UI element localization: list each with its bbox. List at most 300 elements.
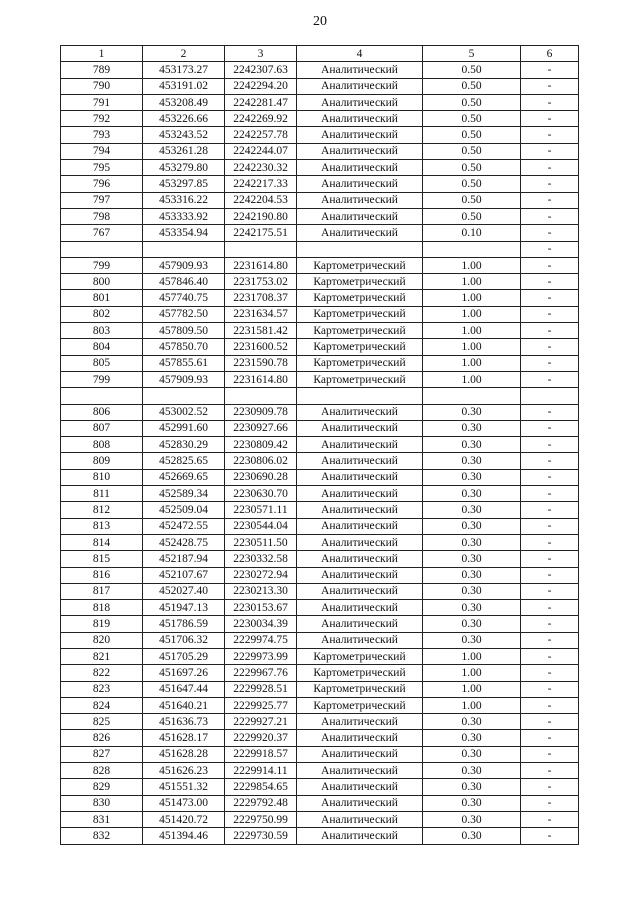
table-cell: 0.30 — [423, 714, 521, 730]
table-cell: Картометрический — [297, 355, 423, 371]
table-row — [61, 502, 579, 518]
table-cell: Аналитический — [297, 795, 423, 811]
table-row — [61, 469, 579, 485]
table-cell: 0.10 — [423, 225, 521, 241]
table-cell: Аналитический — [297, 176, 423, 192]
table-cell: 451647.44 — [143, 681, 225, 697]
table-cell: 2231600.52 — [225, 339, 297, 355]
table-cell: 453243.52 — [143, 127, 225, 143]
table-cell: 457782.50 — [143, 306, 225, 322]
table-row — [61, 746, 579, 762]
table-cell: 814 — [61, 534, 143, 550]
table-cell: - — [521, 697, 579, 713]
table-cell: 453002.52 — [143, 404, 225, 420]
table-cell: 0.50 — [423, 208, 521, 224]
table-cell: 0.30 — [423, 404, 521, 420]
table-cell: 452669.65 — [143, 469, 225, 485]
table-cell: 1.00 — [423, 274, 521, 290]
column-header: 1 — [61, 46, 143, 62]
table-cell: 793 — [61, 127, 143, 143]
table-row — [61, 257, 579, 273]
table-cell: 0.50 — [423, 143, 521, 159]
table-cell: 790 — [61, 78, 143, 94]
table-cell: 453208.49 — [143, 94, 225, 110]
table-cell: 0.30 — [423, 828, 521, 844]
table-cell: 802 — [61, 306, 143, 322]
table-cell: 2231634.57 — [225, 306, 297, 322]
table-cell: 0.30 — [423, 502, 521, 518]
table-cell: 827 — [61, 746, 143, 762]
table-cell: Картометрический — [297, 257, 423, 273]
table-cell: 2242190.80 — [225, 208, 297, 224]
table-cell: 0.30 — [423, 469, 521, 485]
table-cell: Аналитический — [297, 502, 423, 518]
table-cell: Аналитический — [297, 208, 423, 224]
table-cell: - — [521, 616, 579, 632]
table-cell: 2229974.75 — [225, 632, 297, 648]
table-row — [61, 78, 579, 94]
table-cell: Картометрический — [297, 323, 423, 339]
column-header: 5 — [423, 46, 521, 62]
table-cell: 2242269.92 — [225, 111, 297, 127]
table-cell: 1.00 — [423, 648, 521, 664]
table-cell: - — [521, 648, 579, 664]
table-cell: Аналитический — [297, 420, 423, 436]
table-cell — [521, 388, 579, 404]
table-cell: Аналитический — [297, 779, 423, 795]
table-cell: 453279.80 — [143, 160, 225, 176]
table-cell: 2231590.78 — [225, 355, 297, 371]
table-cell: - — [521, 420, 579, 436]
table-cell: 452428.75 — [143, 534, 225, 550]
table-cell: 452589.34 — [143, 486, 225, 502]
table-cell: 803 — [61, 323, 143, 339]
table-cell: 2242307.63 — [225, 62, 297, 78]
table-row — [61, 404, 579, 420]
table-cell: 818 — [61, 600, 143, 616]
table-cell: 457809.50 — [143, 323, 225, 339]
table-cell: 2231614.80 — [225, 371, 297, 387]
table-cell: Аналитический — [297, 828, 423, 844]
table-cell: 0.30 — [423, 486, 521, 502]
table-cell: 451628.17 — [143, 730, 225, 746]
table-cell: 816 — [61, 567, 143, 583]
table-cell: 815 — [61, 551, 143, 567]
table-cell: 2229925.77 — [225, 697, 297, 713]
table-cell: Аналитический — [297, 518, 423, 534]
table-cell: - — [521, 225, 579, 241]
table-cell: Аналитический — [297, 567, 423, 583]
table-cell: 820 — [61, 632, 143, 648]
table-cell: - — [521, 339, 579, 355]
table-row — [61, 306, 579, 322]
table-cell: 825 — [61, 714, 143, 730]
table-cell: 813 — [61, 518, 143, 534]
table-cell: 2242230.32 — [225, 160, 297, 176]
table-cell: - — [521, 176, 579, 192]
table-cell: 811 — [61, 486, 143, 502]
table-cell: Аналитический — [297, 143, 423, 159]
table-cell: 0.30 — [423, 437, 521, 453]
table-cell: - — [521, 763, 579, 779]
table-row — [61, 420, 579, 436]
table-cell: Аналитический — [297, 62, 423, 78]
table-cell: 1.00 — [423, 339, 521, 355]
table-row — [61, 616, 579, 632]
table-cell: 1.00 — [423, 665, 521, 681]
table-cell: - — [521, 600, 579, 616]
table-header-row — [61, 46, 579, 62]
table-cell: 799 — [61, 371, 143, 387]
column-header: 3 — [225, 46, 297, 62]
table-cell: 812 — [61, 502, 143, 518]
table-cell: - — [521, 208, 579, 224]
table-cell: 796 — [61, 176, 143, 192]
table-cell: 451551.32 — [143, 779, 225, 795]
table-row — [61, 763, 579, 779]
table-cell: 0.30 — [423, 763, 521, 779]
table-cell: 2229928.51 — [225, 681, 297, 697]
table-row — [61, 648, 579, 664]
table-cell: - — [521, 714, 579, 730]
table-cell: - — [521, 486, 579, 502]
table-cell: 832 — [61, 828, 143, 844]
table-cell: 453354.94 — [143, 225, 225, 241]
table-cell: 2231708.37 — [225, 290, 297, 306]
table-cell: 2229967.76 — [225, 665, 297, 681]
table-row — [61, 290, 579, 306]
table-cell: 2229920.37 — [225, 730, 297, 746]
table-cell: - — [521, 795, 579, 811]
table-cell: - — [521, 632, 579, 648]
table-cell: 0.30 — [423, 453, 521, 469]
table-row — [61, 697, 579, 713]
table-row — [61, 518, 579, 534]
table-row — [61, 795, 579, 811]
table-row — [61, 388, 579, 404]
table-cell: 451947.13 — [143, 600, 225, 616]
table-cell: 792 — [61, 111, 143, 127]
table-row — [61, 192, 579, 208]
table-cell: - — [521, 323, 579, 339]
table-cell: 794 — [61, 143, 143, 159]
table-cell: 2230511.50 — [225, 534, 297, 550]
table-cell: 2229973.99 — [225, 648, 297, 664]
table-cell: 2231753.02 — [225, 274, 297, 290]
table-cell: 451394.46 — [143, 828, 225, 844]
table-cell: 0.30 — [423, 583, 521, 599]
table-cell: 817 — [61, 583, 143, 599]
table-cell: - — [521, 143, 579, 159]
table-cell: 0.50 — [423, 160, 521, 176]
table-cell: Аналитический — [297, 746, 423, 762]
table-cell: - — [521, 404, 579, 420]
table-cell: - — [521, 811, 579, 827]
table-cell: - — [521, 111, 579, 127]
table-row — [61, 681, 579, 697]
table-cell: 452509.04 — [143, 502, 225, 518]
table-cell: 0.50 — [423, 78, 521, 94]
table-cell — [297, 241, 423, 257]
table-cell: - — [521, 551, 579, 567]
table-cell: Картометрический — [297, 306, 423, 322]
table-cell: 2242257.78 — [225, 127, 297, 143]
table-cell: 451628.28 — [143, 746, 225, 762]
table-cell: 453261.28 — [143, 143, 225, 159]
table-row — [61, 534, 579, 550]
table-cell: 451786.59 — [143, 616, 225, 632]
table-cell: 1.00 — [423, 371, 521, 387]
table-cell — [297, 388, 423, 404]
table-cell: 0.30 — [423, 632, 521, 648]
table-cell: 2230034.39 — [225, 616, 297, 632]
table-cell: - — [521, 306, 579, 322]
table-cell: 2242281.47 — [225, 94, 297, 110]
table-row — [61, 567, 579, 583]
table-cell: 0.50 — [423, 62, 521, 78]
table-cell: 457855.61 — [143, 355, 225, 371]
table-row — [61, 437, 579, 453]
table-cell — [61, 388, 143, 404]
table-cell: - — [521, 469, 579, 485]
table-cell — [143, 388, 225, 404]
table-cell: 0.50 — [423, 94, 521, 110]
table-cell: 797 — [61, 192, 143, 208]
table-row — [61, 486, 579, 502]
table-cell: 0.50 — [423, 111, 521, 127]
table-cell: - — [521, 453, 579, 469]
table-cell: 823 — [61, 681, 143, 697]
table-row — [61, 583, 579, 599]
table-row — [61, 355, 579, 371]
table-cell: 457909.93 — [143, 257, 225, 273]
table-row — [61, 665, 579, 681]
table-cell: - — [521, 518, 579, 534]
table-row — [61, 600, 579, 616]
table-cell: 810 — [61, 469, 143, 485]
table-cell: 0.30 — [423, 420, 521, 436]
table-cell: - — [521, 355, 579, 371]
table-row — [61, 208, 579, 224]
table-row — [61, 371, 579, 387]
table-cell: 452187.94 — [143, 551, 225, 567]
table-cell: Аналитический — [297, 78, 423, 94]
table-cell: 457909.93 — [143, 371, 225, 387]
table-cell: Картометрический — [297, 697, 423, 713]
table-cell: Аналитический — [297, 632, 423, 648]
table-cell: Аналитический — [297, 551, 423, 567]
table-cell: 0.50 — [423, 176, 521, 192]
table-cell: 2230909.78 — [225, 404, 297, 420]
table-cell: - — [521, 160, 579, 176]
table-cell: 828 — [61, 763, 143, 779]
table-cell — [143, 241, 225, 257]
table-cell: 1.00 — [423, 355, 521, 371]
table-cell: Аналитический — [297, 127, 423, 143]
table-cell: - — [521, 583, 579, 599]
table-cell: - — [521, 502, 579, 518]
table-row — [61, 143, 579, 159]
table-row — [61, 714, 579, 730]
table-cell: - — [521, 192, 579, 208]
table-row — [61, 632, 579, 648]
table-cell: 451640.21 — [143, 697, 225, 713]
table-row — [61, 551, 579, 567]
table-cell: 452825.65 — [143, 453, 225, 469]
table-cell: - — [521, 779, 579, 795]
table-cell: 2229792.48 — [225, 795, 297, 811]
table-cell: Аналитический — [297, 437, 423, 453]
table-cell: 795 — [61, 160, 143, 176]
table-cell: 0.30 — [423, 746, 521, 762]
table-cell: 1.00 — [423, 306, 521, 322]
table-cell: 452830.29 — [143, 437, 225, 453]
table-cell: 2231614.80 — [225, 257, 297, 273]
table-cell: 0.30 — [423, 779, 521, 795]
table-cell: 2230153.67 — [225, 600, 297, 616]
table-cell: - — [521, 567, 579, 583]
table-cell: 452991.60 — [143, 420, 225, 436]
table-cell: 2242204.53 — [225, 192, 297, 208]
table-cell: - — [521, 241, 579, 257]
table-row — [61, 176, 579, 192]
table-cell: - — [521, 437, 579, 453]
table-cell: 453333.92 — [143, 208, 225, 224]
table-row — [61, 779, 579, 795]
table-cell: 2230927.66 — [225, 420, 297, 436]
table-cell: 2229914.11 — [225, 763, 297, 779]
table-cell: 452472.55 — [143, 518, 225, 534]
table-cell: Аналитический — [297, 763, 423, 779]
table-cell: Аналитический — [297, 94, 423, 110]
table-cell: - — [521, 730, 579, 746]
table-row — [61, 160, 579, 176]
table-cell: 799 — [61, 257, 143, 273]
table-cell — [423, 388, 521, 404]
table-cell: Аналитический — [297, 404, 423, 420]
table-cell: 2231581.42 — [225, 323, 297, 339]
table-cell: Аналитический — [297, 534, 423, 550]
coordinates-table — [60, 45, 579, 845]
table-row — [61, 127, 579, 143]
table-cell: 0.30 — [423, 518, 521, 534]
table-cell: 453226.66 — [143, 111, 225, 127]
table-cell: Аналитический — [297, 714, 423, 730]
table-cell: 767 — [61, 225, 143, 241]
table-cell: 2242175.51 — [225, 225, 297, 241]
table-cell: Аналитический — [297, 192, 423, 208]
table-cell: 451636.73 — [143, 714, 225, 730]
table-cell: Картометрический — [297, 274, 423, 290]
table-cell: - — [521, 534, 579, 550]
table-cell: 457740.75 — [143, 290, 225, 306]
table-cell: Аналитический — [297, 730, 423, 746]
table-cell: 2229854.65 — [225, 779, 297, 795]
table-row — [61, 241, 579, 257]
table-cell: - — [521, 290, 579, 306]
table-cell: 821 — [61, 648, 143, 664]
table-cell: - — [521, 94, 579, 110]
table-cell: - — [521, 681, 579, 697]
table-cell: 806 — [61, 404, 143, 420]
table-row — [61, 828, 579, 844]
table-cell: 1.00 — [423, 323, 521, 339]
table-cell: Аналитический — [297, 811, 423, 827]
table-cell: - — [521, 127, 579, 143]
table-cell: 2230690.28 — [225, 469, 297, 485]
table-cell: 457850.70 — [143, 339, 225, 355]
table-cell: 451626.23 — [143, 763, 225, 779]
table-cell: Картометрический — [297, 339, 423, 355]
table-cell: 451473.00 — [143, 795, 225, 811]
table-cell: 451706.32 — [143, 632, 225, 648]
table-cell: 457846.40 — [143, 274, 225, 290]
table-cell — [61, 241, 143, 257]
table-cell: 451420.72 — [143, 811, 225, 827]
table-cell: 1.00 — [423, 290, 521, 306]
table-cell: 2230213.30 — [225, 583, 297, 599]
table-cell: 808 — [61, 437, 143, 453]
table-cell: 804 — [61, 339, 143, 355]
table-cell: - — [521, 62, 579, 78]
table-cell: 2230332.58 — [225, 551, 297, 567]
table-cell: 452027.40 — [143, 583, 225, 599]
table-cell: Картометрический — [297, 665, 423, 681]
table-cell: 1.00 — [423, 681, 521, 697]
table-cell: 0.30 — [423, 616, 521, 632]
table-cell: - — [521, 828, 579, 844]
table-cell: 453297.85 — [143, 176, 225, 192]
table-row — [61, 62, 579, 78]
table-cell: Аналитический — [297, 616, 423, 632]
table-row — [61, 225, 579, 241]
table-cell: Аналитический — [297, 111, 423, 127]
table-cell: 807 — [61, 420, 143, 436]
table-cell: 0.30 — [423, 534, 521, 550]
table-row — [61, 339, 579, 355]
table-cell: 0.30 — [423, 551, 521, 567]
table-cell: 2230272.94 — [225, 567, 297, 583]
table-cell: 2242294.20 — [225, 78, 297, 94]
table-cell: - — [521, 257, 579, 273]
table-cell: 2229730.59 — [225, 828, 297, 844]
table-cell: 798 — [61, 208, 143, 224]
table-cell: 2229750.99 — [225, 811, 297, 827]
table-cell: 0.30 — [423, 730, 521, 746]
table-cell: - — [521, 746, 579, 762]
table-cell: 800 — [61, 274, 143, 290]
table-cell: 2242244.07 — [225, 143, 297, 159]
table-cell: 451705.29 — [143, 648, 225, 664]
table-cell: 822 — [61, 665, 143, 681]
column-header: 2 — [143, 46, 225, 62]
table-cell: 1.00 — [423, 257, 521, 273]
table-cell: 801 — [61, 290, 143, 306]
table-cell: 829 — [61, 779, 143, 795]
table-cell: 2230630.70 — [225, 486, 297, 502]
table-cell: 2229927.21 — [225, 714, 297, 730]
table-cell: Аналитический — [297, 469, 423, 485]
table-cell: 453316.22 — [143, 192, 225, 208]
table-cell: 789 — [61, 62, 143, 78]
table-cell: - — [521, 371, 579, 387]
table-cell: 819 — [61, 616, 143, 632]
table-cell: Аналитический — [297, 453, 423, 469]
table-cell: 830 — [61, 795, 143, 811]
table-row — [61, 730, 579, 746]
table-cell: 2229918.57 — [225, 746, 297, 762]
table-cell: 0.30 — [423, 567, 521, 583]
